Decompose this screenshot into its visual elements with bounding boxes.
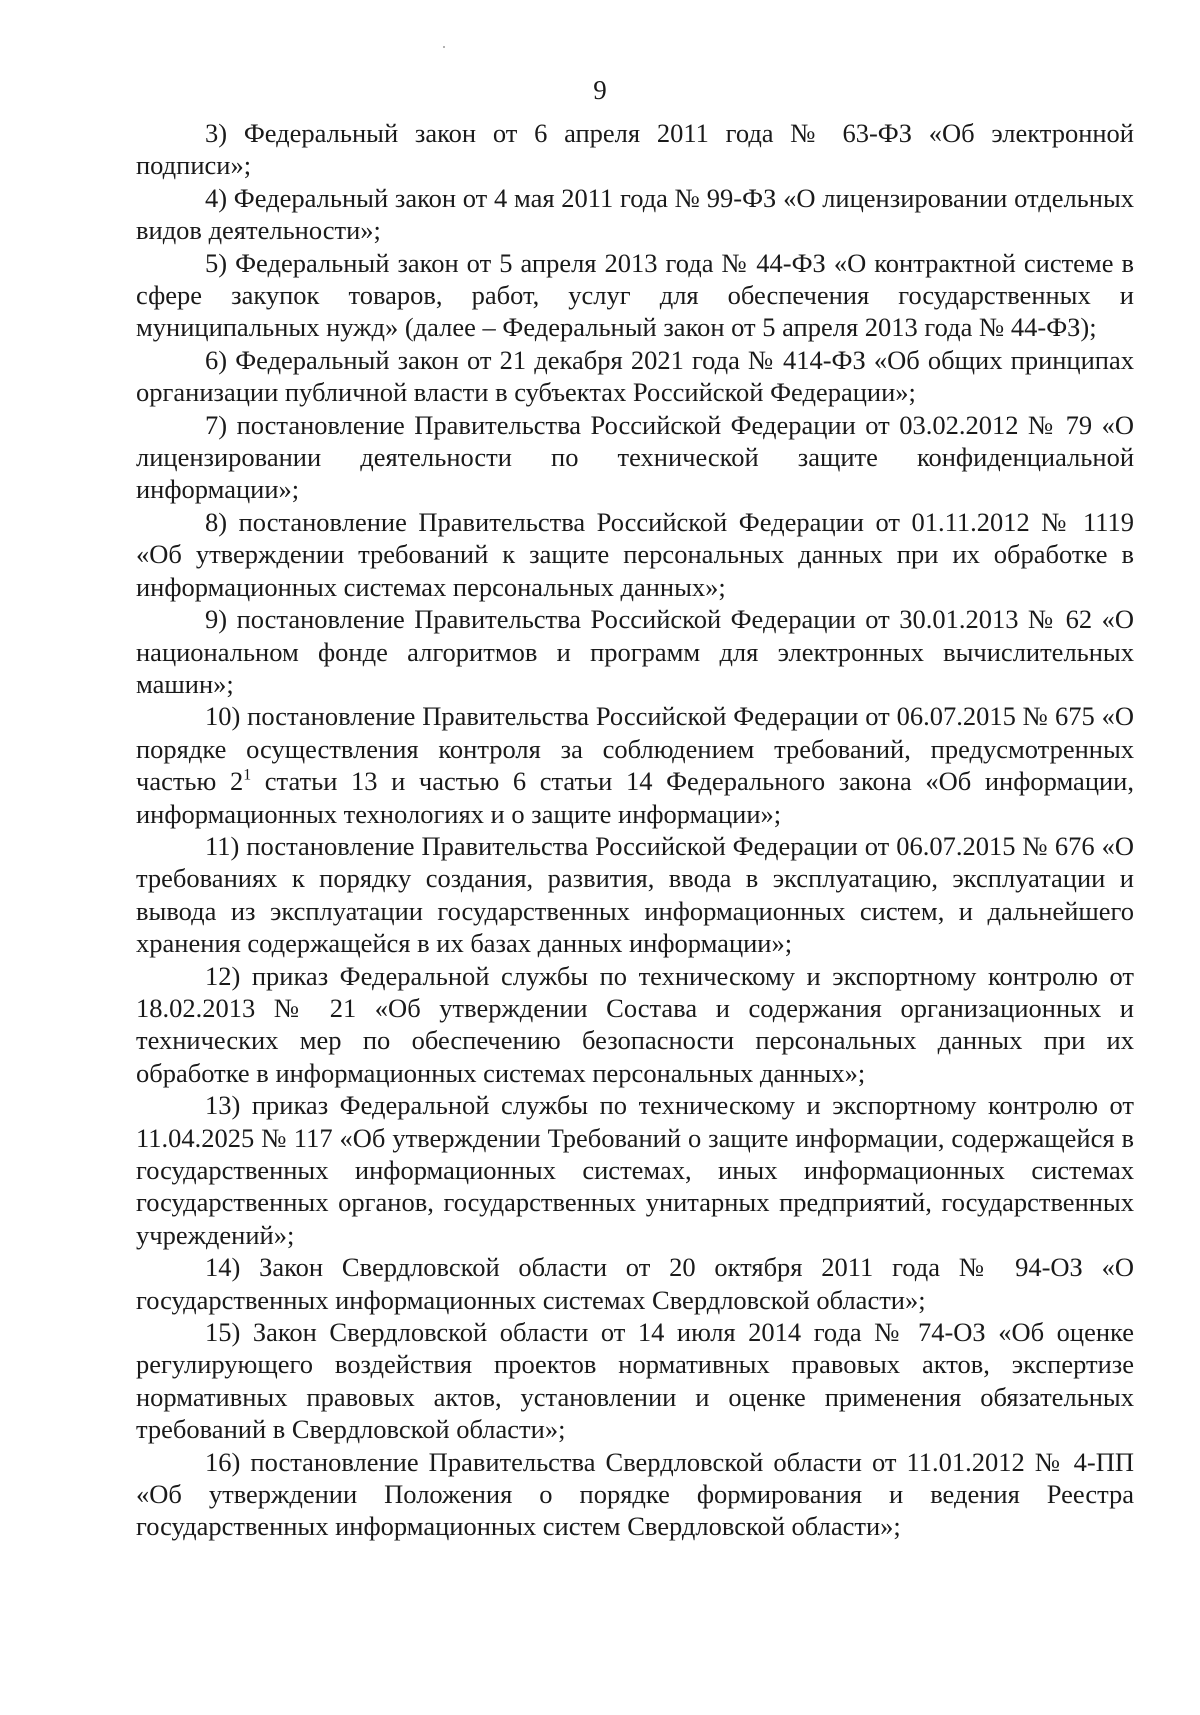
list-item-13: 13) приказ Федеральной службы по техническому и экспортному контролю от 11.04.2025 № 117 «Об утверждении Требований о защите информации, содержащейся в государственных информационных системах, иных информационных системах государственных органов, государственных унитарных предприятий, государственных учреждений»; [136, 1090, 1134, 1250]
list-item-5: 5) Федеральный закон от 5 апреля 2013 года № 44-ФЗ «О контрактной системе в сфере закупок товаров, работ, услуг для обеспечения государственных и муниципальных нужд» (далее – Федеральный закон от 5 апреля 2013 года № 44-ФЗ); [136, 247, 1134, 343]
list-item-9: 9) постановление Правительства Российской Федерации от 30.01.2013 № 62 «О национальном фонде алгоритмов и программ для электронных вычислительных машин»; [136, 604, 1134, 699]
list-item-10-text-before: 10) постановление Правительства Российской Федерации от 06.07.2015 № 675 «О порядке осуществления контроля за соблюдением требований, предусмотренных частью 2 [136, 701, 1134, 797]
list-item-14: 14) Закон Свердловской области от 20 октября 2011 года № 94-ОЗ «О государственных информационных системах Свердловской области»; [136, 1252, 1134, 1315]
list-item-12: 12) приказ Федеральной службы по техническому и экспортному контролю от 18.02.2013 № 21 «Об утверждении Состава и содержания организационных и технических мер по обеспечению безопасности персональных данных при их обработке в информационных системах персональных данных»; [136, 960, 1134, 1088]
page-number: 9 [593, 75, 607, 105]
legal-acts-list [136, 117, 1134, 1543]
list-item-15: 15) Закон Свердловской области от 14 июля 2014 года № 74-ОЗ «Об оценке регулирующего воздействия проектов нормативных правовых актов, экспертизе нормативных правовых актов, установлении и оценке применения обязательных требований в Свердловской области»; [136, 1317, 1134, 1445]
list-item-7: 7) постановление Правительства Российской Федерации от 03.02.2012 № 79 «О лицензировании деятельности по технической защите конфиденциальной информации»; [136, 409, 1134, 505]
list-item-8: 8) постановление Правительства Российской Федерации от 01.11.2012 № 1119 «Об утверждении требований к защите персональных данных при их обработке в информационных системах персональных данных»; [136, 506, 1134, 602]
list-item-16: 16) постановление Правительства Свердловской области от 11.01.2012 № 4-ПП «Об утверждении Положения о порядке формирования и ведения Реестра государственных информационных систем Свердловской области»; [136, 1446, 1134, 1542]
list-item-11: 11) постановление Правительства Российской Федерации от 06.07.2015 № 676 «О требованиях к порядку создания, развития, ввода в эксплуатацию, эксплуатации и вывода из эксплуатации государственных информационных систем, и дальнейшего хранения содержащейся в их базах данных информации»; [136, 830, 1134, 959]
list-item-6: 6) Федеральный закон от 21 декабря 2021 года № 414-ФЗ «Об общих принципах организации публичной власти в субъектах Российской Федерации»; [136, 344, 1134, 408]
list-item-3: 3) Федеральный закон от 6 апреля 2011 года № 63-ФЗ «Об электронной подписи»; [136, 118, 1134, 181]
list-item-4: 4) Федеральный закон от 4 мая 2011 года № 99-ФЗ «О лицензировании отдельных видов деятельности»; [136, 182, 1134, 246]
scan-speck [443, 46, 445, 48]
list-item-10-superscript: 1 [243, 766, 252, 784]
list-item-10 [136, 700, 1134, 830]
list-item-10-text-after: статьи 13 и частью 6 статьи 14 Федерального закона «Об информации, информационных технологиях и о защите информации»; [136, 766, 1134, 829]
